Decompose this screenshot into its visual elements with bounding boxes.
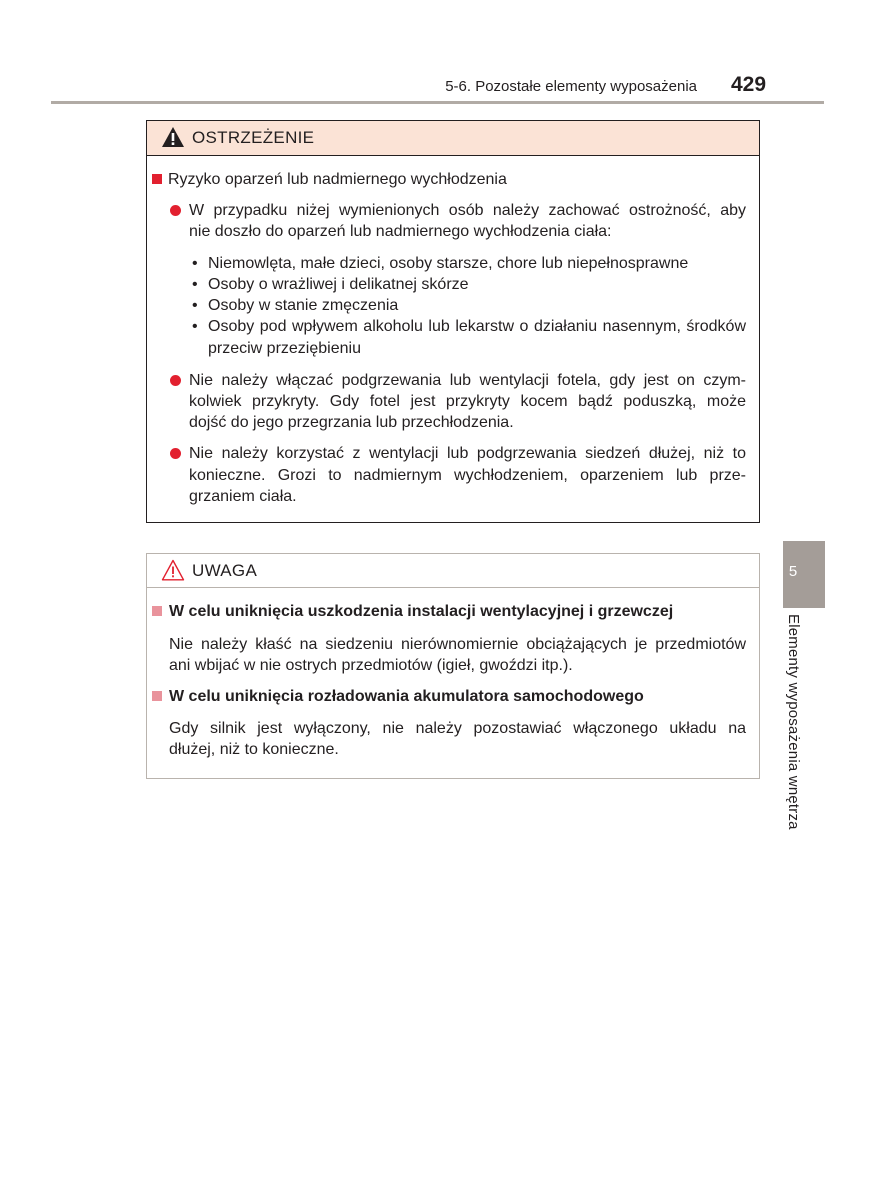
warning-item-3-line-1: Nie należy korzystać z wentylacji lub podgrzewania siedzeń dłużej, niż to [189, 445, 746, 462]
caution-section-2-line-1: Gdy silnik jest wyłączony, nie należy pozostawiać włączonego układu na [169, 720, 746, 737]
warning-title: OSTRZEŻENIE [192, 128, 315, 147]
warning-item-1-line-2: nie doszło do oparzeń lub nadmiernego wychłodzenia ciała: [189, 223, 612, 240]
warning-bullet-continued: przeciw przeziębieniu [208, 340, 361, 357]
caution-heading-square-icon [152, 691, 162, 701]
page-number: 429 [731, 73, 767, 96]
warning-bullet: Osoby pod wpływem alkoholu lub lekarstw o działaniu nasennym, środków [208, 318, 746, 335]
caution-box-header [147, 554, 759, 588]
warning-item-2-line-1: Nie należy włączać podgrzewania lub wentylacji fotela, gdy jest on czym- [189, 372, 746, 389]
bullet-point-icon: • [192, 255, 198, 272]
caution-section-1-line-1: Nie należy kłaść na siedzeniu nierównomiernie obciążających je przedmiotów [169, 636, 746, 653]
warning-bullet: Osoby o wrażliwej i delikatnej skórze [208, 276, 469, 293]
warning-bullet: Niemowlęta, małe dzieci, osoby starsze, chore lub niepełnosprawne [208, 255, 689, 272]
caution-triangle-icon [161, 559, 185, 581]
warning-triangle-icon [161, 126, 185, 148]
bullet-dot-icon [170, 375, 181, 386]
header-divider [51, 101, 824, 104]
caution-section-1-line-2: ani wbijać w nie ostrych przedmiotów (igieł, gwoździ itp.). [169, 657, 573, 674]
caution-heading-square-icon [152, 606, 162, 616]
warning-heading-square-icon [152, 174, 162, 184]
warning-item-2-line-3: dojść do jego przegrzania lub przechłodzenia. [189, 414, 514, 431]
warning-item-1-line-1: W przypadku niżej wymienionych osób należy zachować ostrożność, aby [189, 202, 746, 219]
chapter-label: Elementy wyposażenia wnętrza [785, 614, 802, 830]
caution-heading-1: W celu uniknięcia uszkodzenia instalacji wentylacyjnej i grzewczej [169, 603, 674, 620]
warning-bullet: Osoby w stanie zmęczenia [208, 297, 399, 314]
caution-title: UWAGA [192, 561, 258, 580]
caution-heading-2: W celu uniknięcia rozładowania akumulatora samochodowego [169, 688, 644, 705]
bullet-point-icon: • [192, 297, 198, 314]
bullet-dot-icon [170, 205, 181, 216]
caution-section-2-line-2: dłużej, niż to konieczne. [169, 741, 339, 758]
bullet-point-icon: • [192, 276, 198, 293]
bullet-point-icon: • [192, 318, 198, 335]
warning-item-2-line-2: kolwiek przykryty. Gdy fotel jest przykryty kocem bądź poduszką, może [189, 393, 746, 410]
bullet-dot-icon [170, 448, 181, 459]
running-header-section: 5-6. Pozostałe elementy wyposażenia [445, 78, 697, 95]
warning-heading: Ryzyko oparzeń lub nadmiernego wychłodzenia [168, 171, 507, 188]
warning-item-3-line-2: konieczne. Grozi to nadmiernym wychłodzeniem, oparzeniem lub prze- [189, 467, 746, 484]
warning-box-header [147, 121, 759, 156]
warning-item-3-line-3: grzaniem ciała. [189, 488, 297, 505]
chapter-number: 5 [788, 563, 798, 580]
